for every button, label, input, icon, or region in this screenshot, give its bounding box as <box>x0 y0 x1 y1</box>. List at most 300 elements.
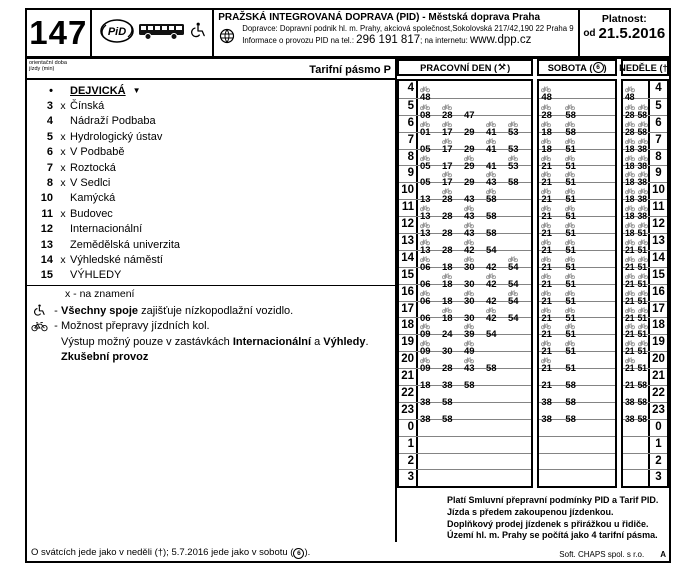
bike-icon-small <box>638 121 648 128</box>
bike-icon-small <box>541 205 551 212</box>
bike-note <box>27 319 395 335</box>
hour-cell: 6 <box>648 116 667 132</box>
hour-cell: 1 <box>648 437 667 453</box>
stop-name: V Podbabě <box>70 146 125 159</box>
minute-value: 42 <box>486 313 508 324</box>
stop-row <box>27 252 395 267</box>
bike-icon-small <box>541 357 551 364</box>
on-request-legend: x - na znamení <box>65 287 135 300</box>
minute-value: 06 <box>420 278 431 290</box>
note-dash: - <box>54 304 58 317</box>
timetable-row <box>539 81 615 103</box>
hour-cell: 15 <box>648 268 667 284</box>
bike-icon-small <box>625 205 635 212</box>
minute-value: 28 <box>442 194 464 205</box>
minute-value: 21 <box>625 279 638 289</box>
fare-conditions <box>447 495 669 541</box>
stop-list <box>27 83 395 283</box>
minute-value: 53 <box>508 143 519 155</box>
bike-icon-small <box>638 205 648 212</box>
minute-value: 39 <box>464 329 486 340</box>
bike-icon-small <box>420 222 430 229</box>
pid-globe-icon <box>219 28 235 49</box>
minute-value: 05 <box>420 177 431 189</box>
bike-icon-small <box>442 273 452 280</box>
holiday-note: O svátcích jede jako v neděli (†); 5.7.2016 jede jako v sobotu ( 6 ). <box>31 547 311 558</box>
bike-note-text: Možnost přepravy jízdních kol. <box>61 320 210 333</box>
minute-value: 58 <box>486 363 497 375</box>
bike-icon-small <box>565 171 575 178</box>
hour-cell: 12 <box>648 217 667 233</box>
bike-icon-small <box>625 290 635 297</box>
minute-value: 21 <box>541 313 565 324</box>
bike-icon-small <box>420 340 430 347</box>
metro-icon: ▼ <box>132 86 141 96</box>
bike-icon-small <box>464 155 474 162</box>
stop-on-request-flag: x <box>60 207 66 220</box>
bike-icon-small <box>565 256 575 263</box>
minute-value: 30 <box>442 346 453 358</box>
hour-cell: 14 <box>648 251 667 267</box>
minute-value: 21 <box>625 296 638 306</box>
minute-value: 21 <box>541 363 565 374</box>
bike-icon-small <box>442 171 452 178</box>
minute-value: 51 <box>638 313 651 323</box>
route-panel <box>27 59 397 542</box>
hour-cell: 8 <box>399 150 418 166</box>
minute-value: 51 <box>638 296 651 306</box>
saturday-header: SOBOTA ( 6 ) <box>537 59 617 76</box>
minute-value: 58 <box>486 228 497 240</box>
minute-value: 21 <box>541 279 565 290</box>
low-floor-text: Všechny spoje zajišťuje nízkopodlažní vozidlo. <box>61 304 294 317</box>
hour-cell: 16 <box>648 285 667 301</box>
minute-value: 17 <box>442 127 464 138</box>
bike-icon-small <box>442 104 452 111</box>
minute-value: 30 <box>464 312 475 324</box>
hour-cell: 13 <box>399 234 418 250</box>
minute-value: 51 <box>565 211 589 222</box>
hour-cell: 20 <box>648 352 667 368</box>
bike-icon-small <box>420 121 430 128</box>
minute-value: 58 <box>638 110 651 120</box>
hour-cell: 10 <box>648 183 667 199</box>
bike-icon-small <box>541 273 551 280</box>
bike-icon-small <box>625 155 635 162</box>
bike-icon-small <box>638 188 648 195</box>
minute-value: 13 <box>420 194 431 206</box>
minute-value: 54 <box>508 312 519 324</box>
bike-icon-small <box>508 290 518 297</box>
minute-value: 38 <box>638 194 651 204</box>
minutes-cell <box>418 81 531 103</box>
software-credit: Soft. CHAPS spol. s r.o. <box>559 550 645 559</box>
stop-travel-time: 15 <box>40 269 53 282</box>
minutes-cell <box>539 454 615 470</box>
stop-travel-time: 8 <box>46 177 53 190</box>
zone-band <box>27 59 395 80</box>
hour-cell: 21 <box>648 369 667 385</box>
minute-value: 38 <box>638 177 651 187</box>
bike-icon-small <box>638 323 648 330</box>
timetable-row <box>399 402 531 425</box>
hour-cell: 21 <box>399 369 418 385</box>
hour-cell: 5 <box>648 99 667 115</box>
credit-line <box>559 550 666 559</box>
timetable-row <box>623 81 667 102</box>
bike-icon-small <box>625 171 635 178</box>
hour-cell: 16 <box>399 285 418 301</box>
minute-value: 51 <box>565 144 589 155</box>
trial-service-note: Zkušební provoz <box>61 351 149 364</box>
minute-value: 51 <box>638 262 651 272</box>
minute-value: 30 <box>464 278 475 290</box>
minute-value: 21 <box>541 194 565 205</box>
hour-cell: 15 <box>399 268 418 284</box>
minute-value: 51 <box>565 177 589 188</box>
hour-cell: 23 <box>648 403 667 419</box>
svg-text:PiD: PiD <box>107 25 127 38</box>
minute-value: 17 <box>442 144 464 155</box>
bike-icon-small <box>486 138 496 145</box>
bike-icon-small <box>541 256 551 263</box>
hour-cell: 3 <box>648 470 667 486</box>
minute-value: 18 <box>625 211 638 221</box>
minute-value: 58 <box>565 380 576 392</box>
hour-cell: 9 <box>648 166 667 182</box>
minute-value: 21 <box>541 262 565 273</box>
bike-icon-small <box>541 155 551 162</box>
workday-grid <box>397 79 533 488</box>
bike-icon-small <box>638 104 648 111</box>
bike-icon-small <box>541 138 551 145</box>
bike-icon-small <box>625 357 635 364</box>
exit-note: Výstup možný pouze v zastávkách Internacionální a Výhledy. <box>61 335 369 348</box>
pid-logo <box>99 18 135 49</box>
minute-value: 28 <box>625 127 638 137</box>
bike-icon-small <box>508 256 518 263</box>
bike-icon-small <box>464 290 474 297</box>
stop-row <box>27 145 395 160</box>
minute-value: 58 <box>638 127 651 137</box>
minute-value: 13 <box>420 245 442 256</box>
bike-icon-small <box>486 121 496 128</box>
minute-value: 29 <box>464 161 486 172</box>
minute-value: 38 <box>625 397 635 408</box>
stop-row <box>27 191 395 206</box>
stop-travel-time: 14 <box>40 253 53 266</box>
bike-icon-small <box>625 138 635 145</box>
minutes-cell <box>623 437 648 453</box>
minute-value: 58 <box>637 413 647 424</box>
minute-value: 18 <box>625 194 638 204</box>
minute-value: 18 <box>442 313 464 324</box>
minute-value: 28 <box>625 110 638 120</box>
bike-icon-small <box>420 155 430 162</box>
minute-value: 41 <box>486 127 508 138</box>
timetable-row <box>399 436 531 453</box>
bike-icon-small <box>541 121 551 128</box>
bike-icon-small <box>625 307 635 314</box>
minute-value: 51 <box>565 245 589 256</box>
minute-value: 38 <box>541 397 552 409</box>
body <box>27 59 669 542</box>
sunday-header: NEDĚLE (†) <box>621 59 669 76</box>
bike-icon-small <box>464 205 474 212</box>
bike-icon-small <box>625 188 635 195</box>
bike-icon-small <box>420 323 430 330</box>
agency-title: PRAŽSKÁ INTEGROVANÁ DOPRAVA (PID) - Městská doprava Praha <box>218 12 541 23</box>
minute-value: 30 <box>464 262 486 273</box>
minute-value: 30 <box>464 296 486 307</box>
timetable-area <box>397 59 669 542</box>
minute-value: 58 <box>442 413 453 425</box>
bike-icon-small <box>420 256 430 263</box>
agency-info <box>214 10 579 56</box>
stop-travel-time: 4 <box>46 115 53 128</box>
stop-row <box>27 237 395 252</box>
timetable-row <box>539 436 615 453</box>
bike-icon-small <box>565 340 575 347</box>
hour-cell: 6 <box>399 116 418 132</box>
bike-icon-small <box>638 239 648 246</box>
bike-icon-small <box>638 171 648 178</box>
bike-icon-small <box>541 323 551 330</box>
bike-icon-small <box>625 273 635 280</box>
bike-icon-small <box>442 121 452 128</box>
bike-icon-small <box>565 104 575 111</box>
stop-name: Výhledské náměstí <box>70 253 163 266</box>
bike-icon-small <box>625 340 635 347</box>
minute-value: 58 <box>464 380 475 392</box>
bike-icon-small <box>638 273 648 280</box>
bike-icon-small <box>638 307 648 314</box>
validity-label: Platnost: <box>601 13 647 25</box>
minute-value: 38 <box>638 144 651 154</box>
bike-icon-small <box>442 188 452 195</box>
hour-cell: 4 <box>399 81 418 98</box>
minute-value: 51 <box>565 228 589 239</box>
minute-value: 29 <box>464 143 475 155</box>
minute-value: 21 <box>541 161 565 172</box>
hour-cell: 23 <box>399 403 418 419</box>
minute-value: 51 <box>637 363 647 374</box>
minute-value: 38 <box>541 413 552 425</box>
bike-icon-small <box>541 171 551 178</box>
low-floor-note <box>27 303 395 319</box>
minute-value: 21 <box>541 346 565 357</box>
timetable-row <box>539 453 615 470</box>
hour-cell: 13 <box>648 234 667 250</box>
timetable <box>397 59 669 488</box>
minute-value: 43 <box>464 194 475 206</box>
minute-value: 42 <box>486 261 497 273</box>
minute-value: 18 <box>442 295 453 307</box>
workday-header: PRACOVNÍ DEN ( ) <box>397 59 533 76</box>
minute-value: 38 <box>638 161 651 171</box>
stop-row <box>27 98 395 113</box>
hour-cell: 4 <box>648 81 667 98</box>
minute-value: 18 <box>442 261 453 273</box>
minute-value: 06 <box>420 296 442 307</box>
hour-cell: 10 <box>399 183 418 199</box>
hour-cell: 2 <box>399 454 418 470</box>
stop-name: Roztocká <box>70 161 116 174</box>
stop-row <box>27 268 395 283</box>
minute-value: 42 <box>486 295 497 307</box>
bike-icon-small <box>508 121 518 128</box>
stop-row <box>27 160 395 175</box>
minute-value: 58 <box>565 127 589 138</box>
stop-name: Budovec <box>70 207 113 220</box>
stop-row <box>27 83 395 98</box>
minute-value: 51 <box>565 194 589 205</box>
bike-icon-small <box>565 138 575 145</box>
minute-value: 21 <box>625 245 638 255</box>
stop-name: Zemědělská univerzita <box>70 238 181 251</box>
minutes-cell <box>623 81 648 102</box>
hour-cell: 14 <box>399 251 418 267</box>
minute-value: 09 <box>420 346 442 357</box>
minute-value: 51 <box>565 329 589 340</box>
minute-value: 09 <box>420 329 442 340</box>
hour-cell: 20 <box>399 352 418 368</box>
timetable-row <box>399 419 531 436</box>
fare-condition-line: Platí Smluvní přepravní podmínky PID a Tarif PID. <box>447 495 659 506</box>
minute-value: 09 <box>420 363 442 374</box>
bike-icon-small <box>565 307 575 314</box>
sheet-letter: A <box>660 550 666 559</box>
minute-value: 28 <box>442 228 453 240</box>
minute-value: 41 <box>486 144 508 155</box>
validity-date: 21.5.2016 <box>598 25 666 42</box>
minute-value: 51 <box>638 279 651 289</box>
bike-icon-small <box>486 188 496 195</box>
minute-value: 38 <box>638 211 651 221</box>
bike-icon-small <box>638 340 648 347</box>
website-link[interactable]: www.dpp.cz <box>469 34 532 46</box>
stop-row <box>27 175 395 190</box>
wheelchair-icon <box>27 304 51 317</box>
tariff-zone-label: Tarifní pásmo P <box>309 64 391 76</box>
minute-value: 51 <box>638 346 651 356</box>
minute-value: 13 <box>420 211 442 222</box>
minute-value: 21 <box>541 228 565 239</box>
bike-icon-small <box>625 239 635 246</box>
circled-six-icon: 6 <box>293 548 304 559</box>
bike-icon-small <box>541 104 551 111</box>
hour-cell: 0 <box>399 420 418 436</box>
minute-value: 18 <box>442 279 464 290</box>
stop-on-request-flag: x <box>60 100 66 113</box>
minute-value: 51 <box>565 313 589 324</box>
stop-travel-time: 13 <box>40 238 53 251</box>
minutes-cell <box>539 470 615 486</box>
minute-value: 58 <box>442 397 453 409</box>
stop-travel-time: 10 <box>40 192 53 205</box>
bike-icon-small <box>420 104 430 111</box>
minute-value: 53 <box>508 161 530 172</box>
hour-cell: 19 <box>399 335 418 351</box>
minute-value: 48 <box>541 92 565 103</box>
minutes-cell <box>539 437 615 453</box>
bike-icon <box>27 321 51 332</box>
hour-cell: 9 <box>399 166 418 182</box>
bike-icon-small <box>541 188 551 195</box>
wheelchair-icon <box>190 22 205 44</box>
bike-icon-small <box>541 340 551 347</box>
stop-name: Internacionální <box>70 223 143 236</box>
stop-name: Čínská <box>70 100 105 113</box>
bus-icon <box>138 21 186 46</box>
hour-cell: 7 <box>648 133 667 149</box>
fare-condition-line: Území hl. m. Prahy se počítá jako 4 tarifní pásma. <box>447 530 658 541</box>
fare-condition-line: Doplňkový prodej jízdenek s přirážkou u řidiče. <box>447 518 649 529</box>
validity-date-line <box>580 25 669 43</box>
minute-value: 21 <box>625 329 638 339</box>
minute-value: 58 <box>565 413 576 425</box>
minutes-cell <box>418 437 531 453</box>
minute-value: 28 <box>442 110 464 121</box>
minute-value: 18 <box>420 380 431 392</box>
minute-value: 51 <box>638 228 651 238</box>
hour-cell: 3 <box>399 470 418 486</box>
minute-value: 06 <box>420 262 442 273</box>
minute-value: 51 <box>565 161 589 172</box>
minutes-cell <box>418 470 531 486</box>
minute-value: 21 <box>625 363 638 373</box>
bike-icon-small <box>420 290 430 297</box>
stop-name: VÝHLEDY <box>70 269 122 282</box>
bike-icon-small <box>541 307 551 314</box>
hour-cell: 19 <box>648 335 667 351</box>
bike-icon-small <box>442 138 452 145</box>
bottom-strip <box>27 542 669 561</box>
minute-value: 28 <box>541 110 565 121</box>
notes-block <box>27 303 395 365</box>
bike-icon-small <box>486 273 496 280</box>
info-prefix: Informace o provozu PID na tel.: <box>242 36 357 45</box>
minutes-cell <box>623 454 648 470</box>
minute-value: 42 <box>486 279 508 290</box>
note-dash: - <box>54 320 58 333</box>
phone-number: 296 191 817 <box>356 34 421 46</box>
bike-icon-small <box>420 205 430 212</box>
minute-value: 51 <box>565 363 576 375</box>
bike-icon-small <box>565 155 575 162</box>
minute-value: 18 <box>625 177 638 187</box>
bike-icon-small <box>420 239 430 246</box>
stop-on-request-flag: x <box>60 130 66 143</box>
sunday-column <box>621 59 669 488</box>
minute-value: 21 <box>541 380 552 392</box>
stop-name: V Sedlci <box>70 177 111 190</box>
bike-icon-small <box>638 138 648 145</box>
bike-icon-small <box>464 340 474 347</box>
minute-value: 51 <box>565 279 589 290</box>
minute-value: 51 <box>638 245 651 255</box>
stop-name: Hydrologický ústav <box>70 130 163 143</box>
bike-icon-small <box>565 188 575 195</box>
workday-column <box>397 59 533 488</box>
minute-value: 51 <box>565 346 589 357</box>
minute-value: 17 <box>442 177 464 188</box>
minute-value: 01 <box>420 127 442 138</box>
minute-value: 58 <box>486 194 508 205</box>
stop-travel-time: 6 <box>46 146 53 159</box>
bike-icon-small <box>541 290 551 297</box>
crossed-hammers-icon <box>498 63 506 73</box>
